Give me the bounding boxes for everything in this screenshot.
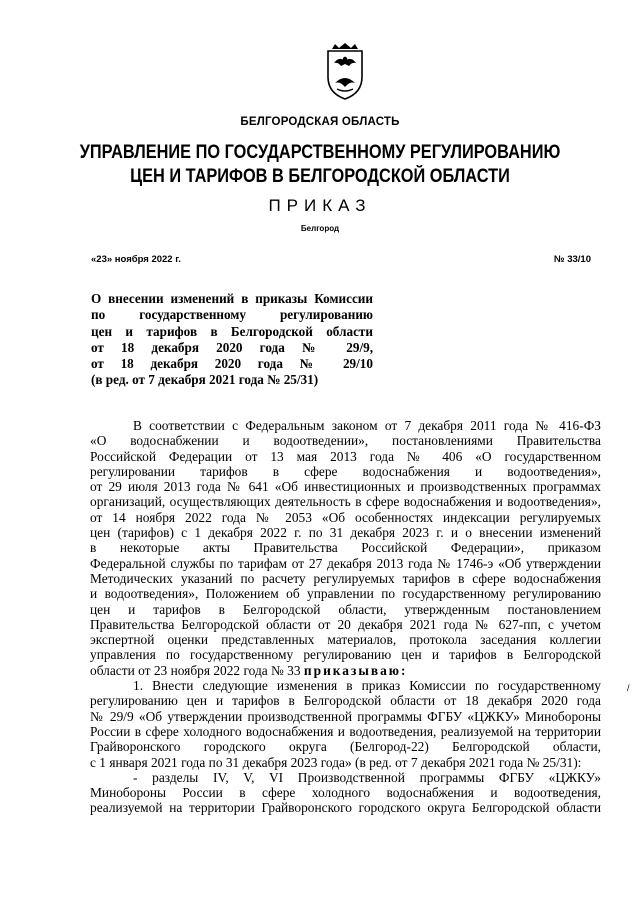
- preamble-line: организаций, осуществляющих деятельность в сфере водоснабжения и водоотведения»,: [90, 494, 601, 510]
- document-body: [90, 418, 601, 816]
- subject-line: от 18 декабря 2020 года № 29/10: [91, 356, 373, 372]
- city: Белгород: [300, 224, 340, 233]
- preamble-line: цен и тарифов в Белгородской области, утвержденным постановлением: [90, 601, 601, 617]
- document-date: «23» ноября 2022 г.: [91, 254, 181, 265]
- document-type: ПРИКАЗ: [268, 196, 372, 215]
- subject-line: О внесении изменений в приказы Комиссии: [91, 291, 373, 306]
- preamble-line: Правительства Белгородской области от 20 декабря 2021 года № 627-пп, с учетом: [90, 616, 601, 632]
- item1-line: России в сфере холодного водоснабжения и водоотведения, реализуемой на территории: [90, 723, 601, 739]
- item1-line: регулированию цен и тарифов в Белгородской области от 18 декабря 2020 года: [90, 693, 601, 709]
- document-subject: [91, 291, 373, 389]
- margin-mark: /: [627, 683, 630, 693]
- preamble-line: Методических указаний по расчету регулируемых тарифов в сфере водоснабжения: [90, 570, 601, 586]
- order-keyword: приказываю:: [303, 662, 408, 678]
- subject-line: по государственному регулированию: [91, 307, 373, 323]
- item1-line: с 1 января 2021 года по 31 декабря 2023 года» (в ред. от 7 декабря 2021 года № 25/31):: [90, 754, 582, 770]
- subitem-line: Минобороны России в сфере холодного водоснабжения и водоотведения,: [90, 785, 601, 801]
- subject-line: от 18 декабря 2020 года № 29/9,: [91, 339, 373, 355]
- subitem-line: - разделы IV, V, VI Производственной программы ФГБУ «ЦЖКУ»: [133, 769, 601, 785]
- item1-line: № 29/9 «Об утверждении производственной программы ФГБУ «ЦЖКУ» Минобороны: [90, 708, 601, 724]
- preamble-line: цен (тарифов) с 1 декабря 2022 г. по 31 декабря 2023 г. и о внесении изменений: [90, 525, 601, 541]
- preamble-line: от 14 ноября 2022 года № 2053 «Об особенностях индексации регулируемых: [90, 509, 601, 525]
- item1-line: 1. Внести следующие изменения в приказ Комиссии по государственному: [133, 678, 601, 694]
- agency-name-line2: ЦЕН И ТАРИФОВ В БЕЛГОРОДСКОЙ ОБЛАСТИ: [130, 166, 510, 187]
- preamble-final-line: [90, 663, 601, 678]
- preamble-line: и водоотведения», Положением об управлении по государственному регулированию: [90, 586, 601, 602]
- preamble-line: в некоторые акты Правительства Российской Федерации», приказом: [90, 540, 601, 556]
- item1-line: Грайворонского городского округа (Белгород-22) Белгородской области,: [90, 739, 601, 755]
- subitem-line: реализуемой на территории Грайворонского городского округа Белгородской области: [90, 800, 601, 816]
- subject-line: (в ред. от 7 декабря 2021 года № 25/31): [91, 372, 319, 388]
- subject-line: цен и тарифов в Белгородской области: [91, 323, 373, 339]
- preamble-line: Российской Федерации от 13 мая 2013 года № 406 «О государственном: [90, 448, 601, 464]
- preamble-line: экспертной оценки представленных материалов, протокола заседания коллегии: [90, 632, 601, 648]
- document-number: № 33/10: [553, 254, 591, 265]
- preamble-line: управления по государственному регулированию цен и тарифов в Белгородской: [90, 647, 601, 663]
- preamble-line: регулировании тарифов в сфере водоснабжения и водоотведения»,: [90, 463, 601, 479]
- preamble-final-text: области от 23 ноября 2022 года № 33: [90, 662, 304, 678]
- preamble-line: В соответствии с Федеральным законом от 7 декабря 2011 года № 416-ФЗ: [133, 418, 601, 433]
- agency-name-line1: УПРАВЛЕНИЕ ПО ГОСУДАРСТВЕННОМУ РЕГУЛИРОВАНИЮ: [79, 142, 561, 163]
- coat-of-arms-emblem: [322, 43, 368, 101]
- preamble-line: от 29 июля 2013 года № 641 «Об инвестиционных и производственных программах: [90, 479, 601, 495]
- preamble-line: «О водоснабжении и водоотведении», постановлениями Правительства: [90, 433, 601, 449]
- region-name: БЕЛГОРОДСКАЯ ОБЛАСТЬ: [240, 116, 400, 128]
- preamble-line: Федеральной службы по тарифам от 27 декабря 2013 года № 1746-э «Об утверждении: [90, 555, 601, 571]
